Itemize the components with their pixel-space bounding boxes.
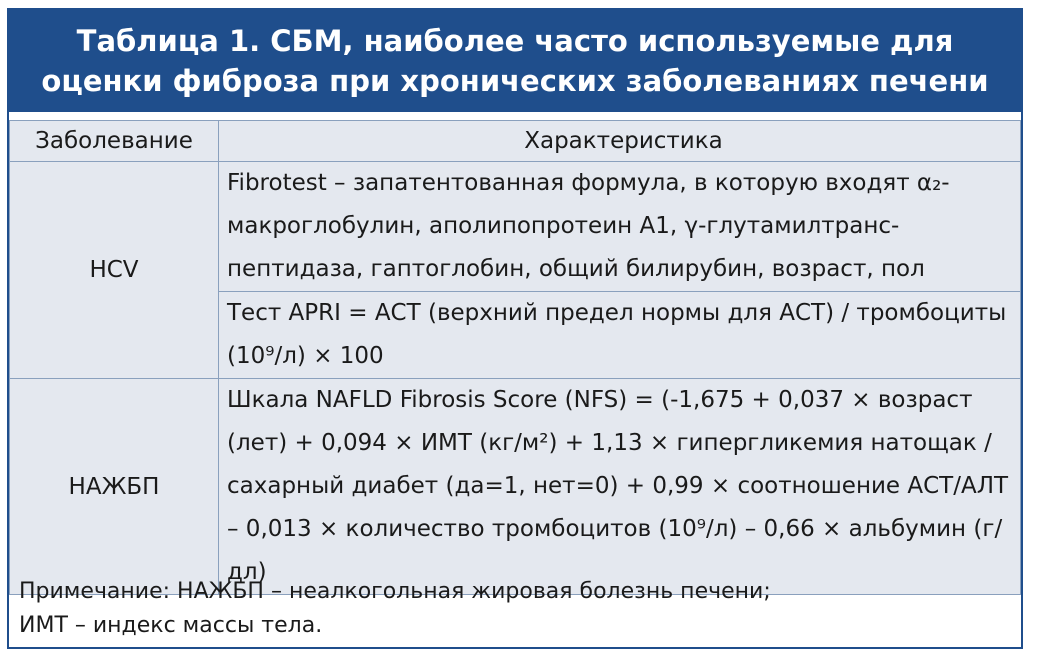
note-line-2: ИМТ – индекс массы тела. [19, 613, 323, 638]
table-title-line-1: Таблица 1. СБМ, наиболее часто используемые для [76, 24, 954, 58]
data-table [9, 120, 1021, 595]
characteristic-cell: Тест APRI = АСТ (верхний предел нормы для АСТ) / тромбоциты (10⁹/л) × 100 [219, 292, 1021, 379]
characteristic-cell: Шкала NAFLD Fibrosis Score (NFS) = (-1,675 + 0,037 × возраст (лет) + 0,094 × ИМТ (кг/м²) + 1,13 × гипергликемия натощак / сахарный диабет (да=1, нет=0) + 0,99 × соотношение АСТ/АЛТ – 0,013 × количество тромбоцитов (10⁹/л) – 0,66 × альбумин (г/дл) [219, 379, 1021, 595]
table-row [10, 379, 1021, 595]
disease-cell: HCV [10, 162, 219, 379]
table-title [9, 10, 1021, 112]
header-characteristic: Характеристика [219, 121, 1021, 162]
disease-cell: НАЖБП [10, 379, 219, 595]
header-disease: Заболевание [10, 121, 219, 162]
table-title-line-2: оценки фиброза при хронических заболеваниях печени [41, 64, 989, 98]
table-frame [7, 8, 1023, 649]
characteristic-cell: Fibrotest – запатентованная формула, в которую входят α₂-макроглобулин, аполипопротеин А1, γ-глутамилтранс-пептидаза, гаптоглобин, общий билирубин, возраст, пол [219, 162, 1021, 292]
table-note [9, 575, 1021, 643]
table-header-row [10, 121, 1021, 162]
table-row [10, 162, 1021, 292]
note-line-1: Примечание: НАЖБП – неалкогольная жировая болезнь печени; [19, 579, 771, 604]
